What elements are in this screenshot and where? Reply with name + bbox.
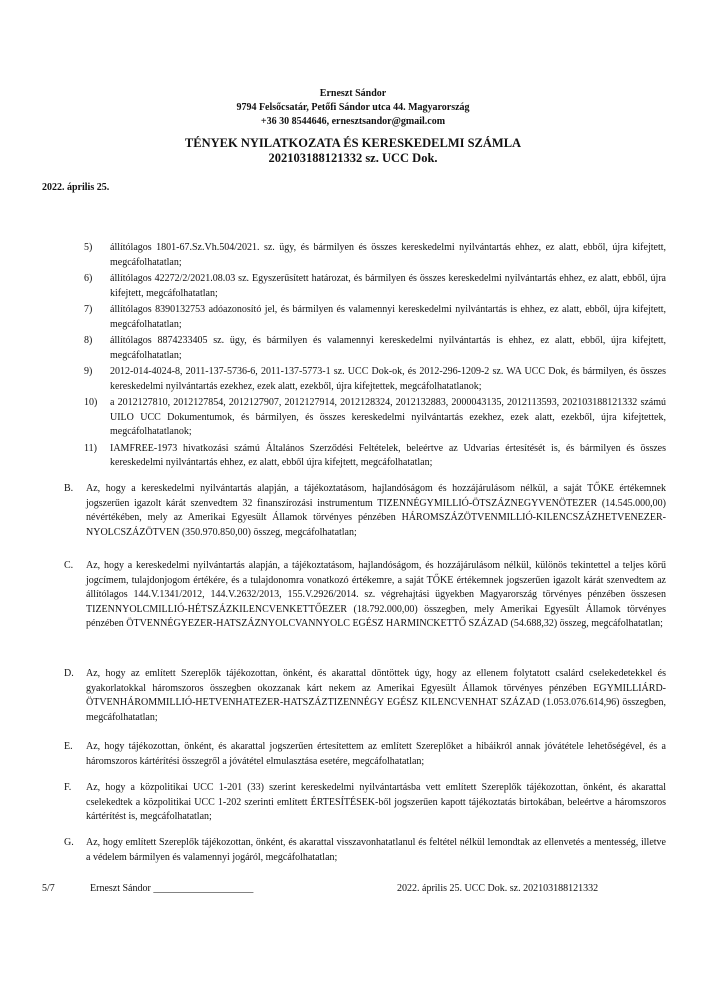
sender-contact: +36 30 8544646, ernesztsandor@gmail.com [260, 116, 446, 127]
section-text: Az, hogy a közpolitikai UCC 1-201 (33) szerint kereskedelmi nyilvántartásba vett említett Szereplők tájékozottan, önként, és akarattal cselekedtek a közpolitikai UCC 1-202 szerinti említett ÉRTESÍTÉSEK-ből jogszerűen kapott tájékoztatás birtokában, beleértve a háromszoros kártérítést is, megcáfolhatatlan; [86, 782, 666, 822]
section-text: Az, hogy a kereskedelmi nyilvántartás alapján, a tájékoztatásom, hajlandóságom és hozzájárulásom nélkül, a saját TŐKE értékemnek jogszerűen igazolt kárát szenvedtem 32 finanszírozási instrumentum TIZENNÉGYMILLIÓ-ÖTSZÁZNEGYVENÖTEZER (14.545.000,00) névértékében, mely az Amerikai Egyesült Államok törvényes pénzében HÁROMSZÁZÖTVENMILLIÓ-KILENCSZÁZHETVENEZER-NYOLCSZÁZÖTVEN (350.970.850,00) összeg, megcáfolhatatlan; [86, 483, 666, 538]
signature-line: Erneszt Sándor ____________________ [90, 883, 254, 894]
section-d [64, 667, 666, 725]
sender-header [0, 87, 706, 129]
title-line-2: 202103188121332 sz. UCC Dok. [268, 151, 438, 165]
item-number: 11) [84, 442, 97, 454]
item-number: 5) [84, 242, 93, 253]
document-reference: 2022. április 25. UCC Dok. sz. 202103188121332 [397, 883, 599, 894]
item-text: állítólagos 8874233405 sz. ügy, és bármilyen és valamennyi kereskedelmi nyilvántartás is ehhez, ez alatt, ebből, újra kifejtett, megcáfolhatatlan; [110, 335, 666, 361]
list-item [84, 442, 666, 471]
section-letter: C. [64, 560, 74, 571]
list-item [84, 303, 666, 332]
item-text: állítólagos 8390132753 adóazonosító jel, és bármilyen és valamennyi kereskedelmi nyilvántartás is ehhez, ez alatt, ebből, újra kifejtett, megcáfolhatatlan; [110, 304, 666, 330]
section-text: Az, hogy a kereskedelmi nyilvántartás alapján, a tájékoztatásom, hajlandóságom, és hozzájárulásom nélkül, különös tekintettel a teljes körű jogcímem, tulajdonjogom értékére, és a tulajdonomra vonatkozó értékemre, a saját TŐKE értékemnek jogszerűen igazolt kárát szenvedtem az állítólagos 144.V.1341/2012, 144.V.2632/2013, 155.V.2926/2014. sz. végrehajtási ügyekben Magyarország törvényes pénzében összesen TIZENNYOLCMILLIÓ-HÉTSZÁZKILENCVENKETTŐEZER (18.792.000,00) összegben, mely Amerikai Egyesült Államok törvényes pénzében ÖTVENNÉGYEZER-HATSZÁZNYOLCVANNYOLC EGÉSZ HARMINCKETTŐ SZÁZAD (54.688,32) összeg, megcáfolhatatlan; [86, 560, 666, 629]
list-item [84, 241, 666, 270]
page-number: 5/7 [42, 883, 55, 894]
item-text: állítólagos 1801-67.Sz.Vh.504/2021. sz. ügy, és bármilyen és összes kereskedelmi nyilvántartás ehhez, ez alatt, ebből, újra kifejtett, megcáfolhatatlan; [110, 242, 666, 268]
item-number: 9) [84, 366, 93, 377]
section-letter: E. [64, 741, 73, 752]
section-letter: B. [64, 483, 74, 494]
section-letter: D. [64, 668, 74, 679]
list-item [84, 396, 666, 440]
section-b [64, 482, 666, 540]
section-c [64, 559, 666, 632]
list-item [84, 272, 666, 301]
item-text: 2012-014-4024-8, 2011-137-5736-6, 2011-137-5773-1 sz. UCC Dok-ok, és 2012-296-1209-2 sz. WA UCC Dok, és bármilyen, és összes kereskedelmi nyilvántartás ezekhez, ezek alatt, ezekből, újra kifejtettek, megcáfolhatatlanok; [110, 366, 666, 392]
section-text: Az, hogy az említett Szereplők tájékozottan, önként, és akarattal döntöttek úgy, hogy az ellenem folytatott csalárd cselekedetekkel és gyakorlatokkal háromszoros összegben okozzanak kárt nekem az Amerikai Egyesült Államok törvényes pénzében EGYMILLIÁRD-ÖTVENHÁROMMILLIÓ-HETVENHATEZER-HATSZÁZTIZENNÉGY EGÉSZ KILENCVENHAT SZÁZAD (1.053.076.614,96) összegben, megcáfolhatatlan; [86, 668, 666, 723]
list-item [84, 334, 666, 363]
section-letter: F. [64, 782, 72, 793]
item-number: 10) [84, 397, 98, 408]
sender-name: Erneszt Sándor [319, 88, 387, 99]
section-e [64, 740, 666, 769]
document-date: 2022. április 25. [42, 182, 110, 193]
title-line-1: TÉNYEK NYILATKOZATA ÉS KERESKEDELMI SZÁMLA [184, 136, 522, 150]
list-item [84, 365, 666, 394]
item-number: 7) [84, 304, 93, 315]
item-number: 8) [84, 335, 93, 346]
section-text: Az, hogy tájékozottan, önként, és akarattal jogszerűen értesítettem az említett Szereplőket a hibáikról annak jóvátétele lehetőségével, és a háromszoros kártérítési összegről a jóvátétel elmulasztása esetére, megcáfolhatatlan; [86, 741, 666, 767]
section-g [64, 836, 666, 865]
numbered-list [84, 241, 666, 473]
section-f [64, 781, 666, 825]
document-title [0, 136, 706, 166]
sender-address: 9794 Felsőcsatár, Petőfi Sándor utca 44. Magyarország [236, 102, 470, 113]
item-text: IAMFREE-1973 hivatkozási számú Általános Szerződési Feltételek, beleértve az Udvarias értesítését is, és bármilyen és összes kereskedelmi nyilvántartás ehhez, ez alatt, ebből újra kifejtett, megcáfolhatatlan; [110, 442, 666, 468]
item-number: 6) [84, 273, 93, 284]
section-letter: G. [64, 837, 74, 848]
item-text: állítólagos 42272/2/2021.08.03 sz. Egyszerűsített határozat, és bármilyen és összes kereskedelmi nyilvántartás ehhez, ez alatt, ebből, újra kifejtett, megcáfolhatatlan; [110, 273, 666, 299]
section-text: Az, hogy említett Szereplők tájékozottan, önként, és akarattal visszavonhatatlanul és feltétel nélkül lemondtak az ellenvetés a mentesség, illetve a védelem bármilyen és valamennyi jogáról, megcáfolhatatlan; [86, 837, 666, 863]
item-text: a 2012127810, 2012127854, 2012127907, 2012127914, 2012128324, 2012132883, 2000043135, 2012113593, 202103188121332 számú UILO UCC Dokumentumok, és bármilyen, és összes kereskedelmi nyilvántartás ezekhez, ezek alatt, ezekből, újra kifejtettek, megcáfolhatatlanok; [110, 397, 666, 437]
